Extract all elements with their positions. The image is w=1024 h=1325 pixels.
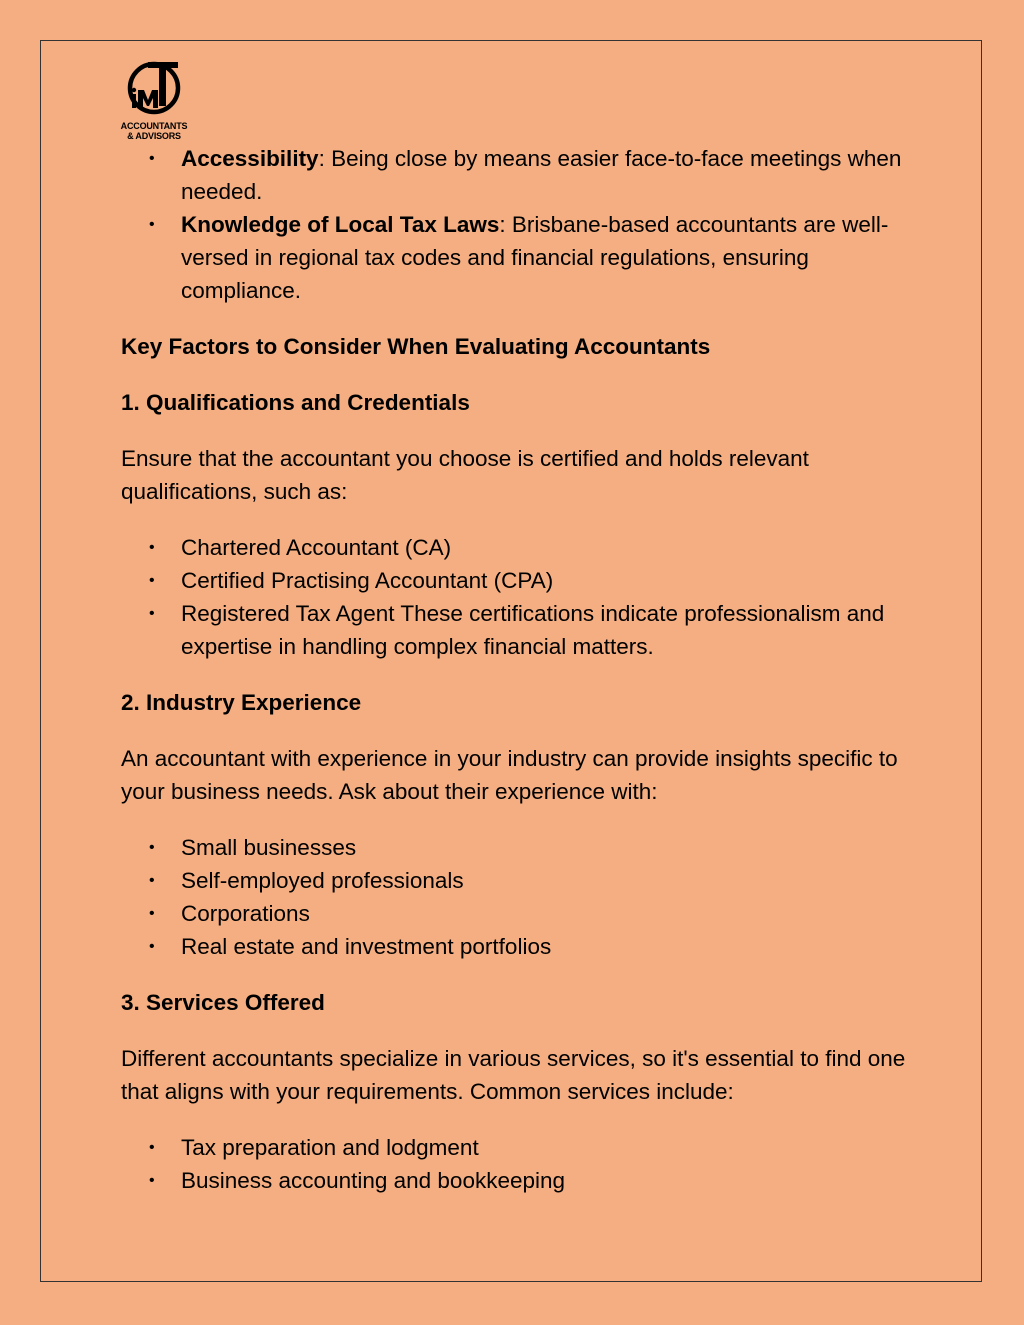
company-logo [118, 58, 190, 144]
logo-text-line1: ACCOUNTANTS [120, 121, 188, 131]
main-heading: Key Factors to Consider When Evaluating Accountants [121, 334, 711, 359]
list-item: • Certified Practising Accountant (CPA) [121, 564, 921, 597]
section2-list [121, 831, 921, 963]
bullet-text: : Brisbane-based accountants are well-versed in regional tax codes and financial regulations, ensuring compliance. [181, 212, 889, 303]
list-item: • Self-employed professionals [121, 864, 921, 897]
list-item: • Business accounting and bookkeeping [121, 1164, 921, 1197]
list-item: • Chartered Accountant (CA) [121, 531, 921, 564]
section1-paragraph: Ensure that the accountant you choose is certified and holds relevant qualifications, such as: [121, 446, 809, 504]
list-item: • Registered Tax Agent These certifications indicate professionalism and expertise in handling complex financial matters. [121, 597, 921, 663]
bullet-text: : Being close by means easier face-to-face meetings when needed. [181, 146, 902, 204]
list-item: • Small businesses [121, 831, 921, 864]
section3-paragraph: Different accountants specialize in various services, so it's essential to find one that aligns with your requirements. Common services include: [121, 1046, 906, 1104]
list-item: • Real estate and investment portfolios [121, 930, 921, 963]
section3-list [121, 1131, 921, 1197]
list-item: • Tax preparation and lodgment [121, 1131, 921, 1164]
section1-list [121, 531, 921, 663]
list-item [121, 208, 921, 307]
section2-paragraph: An accountant with experience in your industry can provide insights specific to your business needs. Ask about their experience with: [121, 746, 898, 804]
logo-text-line2: & ADVISORS [127, 131, 181, 141]
bullet-term: Accessibility [181, 146, 319, 171]
section1-heading: 1. Qualifications and Credentials [121, 390, 470, 415]
document-body [121, 142, 921, 1197]
bullet-term: Knowledge of Local Tax Laws [181, 212, 500, 237]
imt-logo-icon [118, 58, 190, 120]
section3-heading: 3. Services Offered [121, 990, 325, 1015]
list-item [121, 142, 921, 208]
section2-heading: 2. Industry Experience [121, 690, 362, 715]
intro-bullet-list [121, 142, 921, 307]
list-item: • Corporations [121, 897, 921, 930]
